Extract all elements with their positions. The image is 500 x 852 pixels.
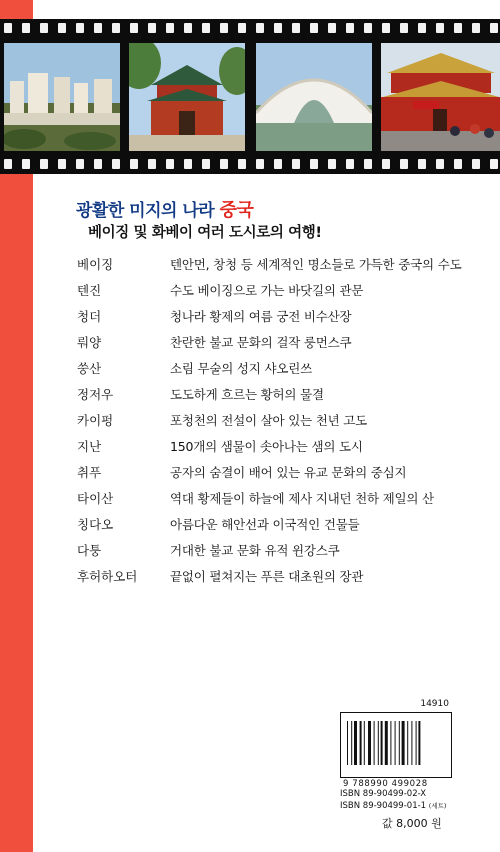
film-perforation <box>472 23 480 33</box>
city-name: 칭다오 <box>77 517 114 532</box>
film-perforation <box>220 23 228 33</box>
isbn-set <box>340 801 446 811</box>
film-perforations-bottom <box>0 159 500 170</box>
film-perforation <box>94 159 102 169</box>
city-name: 취푸 <box>77 465 102 480</box>
film-perforation <box>364 159 372 169</box>
film-perforation <box>148 23 156 33</box>
film-perforation <box>382 159 390 169</box>
barcode-bar <box>416 721 417 765</box>
city-description: 역대 황제들이 하늘에 제사 지내던 천하 제일의 산 <box>170 491 434 506</box>
isbn-main: ISBN 89-90499-02-X <box>340 789 427 799</box>
film-perforation <box>346 159 354 169</box>
film-perforation <box>382 23 390 33</box>
film-perforation <box>328 23 336 33</box>
barcode-bar <box>347 721 348 765</box>
film-perforation <box>76 159 84 169</box>
city-name: 타이산 <box>77 491 114 506</box>
film-perforation <box>400 23 408 33</box>
barcode-bar <box>390 721 391 765</box>
city-description: 포청천의 전설이 살아 있는 천년 고도 <box>170 413 367 428</box>
city-description: 수도 베이징으로 가는 바닷길의 관문 <box>170 283 364 298</box>
film-perforation <box>328 159 336 169</box>
isbn-set-note: (세트) <box>428 802 447 810</box>
film-perforation <box>346 23 354 33</box>
film-perforation <box>238 23 246 33</box>
film-perforation <box>4 159 12 169</box>
city-description: 텐안먼, 창청 등 세계적인 명소들로 가득한 중국의 수도 <box>170 257 462 272</box>
barcode-bar <box>395 721 396 765</box>
film-perforation <box>274 23 282 33</box>
film-perforation <box>76 23 84 33</box>
film-perforation <box>112 23 120 33</box>
city-row <box>77 437 477 463</box>
film-perforation <box>400 159 408 169</box>
film-perforation <box>184 159 192 169</box>
film-perforation <box>364 23 372 33</box>
film-perforation <box>202 23 210 33</box>
film-perforation <box>418 23 426 33</box>
film-perforation <box>130 159 138 169</box>
film-perforation <box>22 159 30 169</box>
film-perforation <box>202 159 210 169</box>
city-description: 거대한 불교 문화 유적 윈강스쿠 <box>170 543 340 558</box>
film-perforation <box>40 23 48 33</box>
city-name: 베이징 <box>77 257 114 272</box>
barcode-bar <box>385 721 388 765</box>
photo-jade-belt-bridge <box>256 43 372 151</box>
city-row <box>77 489 477 515</box>
film-perforation <box>4 23 12 33</box>
barcode-bar <box>418 721 420 765</box>
film-perforation <box>94 23 102 33</box>
city-row <box>77 255 477 281</box>
city-description: 150개의 샘물이 솟아나는 샘의 도시 <box>170 439 363 454</box>
film-perforation <box>220 159 228 169</box>
headline-text: 광활한 미지의 나라 <box>76 201 215 221</box>
price: 값 8,000 원 <box>382 817 442 830</box>
film-perforation <box>490 159 498 169</box>
barcode-bar <box>407 721 408 765</box>
city-name: 다퉁 <box>77 543 102 558</box>
subheadline: 베이징 및 화베이 여러 도시로의 여행! <box>88 225 322 241</box>
film-strip <box>0 19 500 174</box>
city-name: 뤄양 <box>77 335 102 350</box>
barcode-bar <box>354 721 357 765</box>
city-name: 후허하오터 <box>77 569 138 584</box>
barcode-bar <box>378 721 379 765</box>
film-perforation <box>238 159 246 169</box>
barcode-number: 9 788990 499028 <box>343 779 428 789</box>
barcode-bars <box>347 721 445 765</box>
film-perforation <box>58 159 66 169</box>
film-perforation <box>166 23 174 33</box>
barcode-bar <box>351 721 352 765</box>
city-description: 청나라 황제의 여름 궁전 비수산장 <box>170 309 352 324</box>
film-perforation <box>274 159 282 169</box>
city-row <box>77 515 477 541</box>
film-perforation <box>454 159 462 169</box>
film-perforation <box>472 159 480 169</box>
city-name: 청더 <box>77 309 102 324</box>
barcode-price-code: 14910 <box>420 699 449 709</box>
city-row <box>77 463 477 489</box>
city-description: 소림 무술의 성지 샤오린쓰 <box>170 361 312 376</box>
photo-ruins-arches <box>4 43 120 151</box>
film-perforation <box>112 159 120 169</box>
city-description: 찬란한 불교 문화의 걸작 룽먼스쿠 <box>170 335 352 350</box>
photo-palace-pavilion <box>129 43 245 151</box>
film-perforation <box>454 23 462 33</box>
city-name: 정저우 <box>77 387 114 402</box>
headline-highlight: 중국 <box>219 200 254 221</box>
film-perforation <box>310 159 318 169</box>
film-perforation <box>22 23 30 33</box>
barcode-bar <box>364 721 365 765</box>
barcode-bar <box>411 721 412 765</box>
city-name: 카이펑 <box>77 413 114 428</box>
film-perforation <box>490 23 498 33</box>
film-perforation <box>58 23 66 33</box>
city-name: 쑹산 <box>77 361 102 376</box>
barcode-bar <box>381 721 383 765</box>
film-perforation <box>310 23 318 33</box>
film-perforation <box>166 159 174 169</box>
film-perforation <box>292 159 300 169</box>
barcode-bar <box>360 721 362 765</box>
photo-tiananmen-gate <box>381 43 500 151</box>
film-perforation <box>40 159 48 169</box>
city-row <box>77 359 477 385</box>
city-row <box>77 567 477 593</box>
film-perforation <box>148 159 156 169</box>
city-row <box>77 333 477 359</box>
film-perforation <box>256 159 264 169</box>
city-description: 도도하게 흐르는 황허의 물결 <box>170 387 324 402</box>
film-perforation <box>436 23 444 33</box>
isbn-set-number: ISBN 89-90499-01-1 <box>340 801 427 811</box>
city-description: 공자의 숨결이 배어 있는 유교 문화의 중심지 <box>170 465 407 480</box>
city-row <box>77 385 477 411</box>
barcode-bar <box>368 721 371 765</box>
headline <box>76 196 253 222</box>
city-description: 끝없이 펼쳐지는 푸른 대초원의 장관 <box>170 569 364 584</box>
city-list <box>77 255 477 593</box>
film-perforation <box>418 159 426 169</box>
city-row <box>77 281 477 307</box>
city-name: 지난 <box>77 439 102 454</box>
film-perforation <box>436 159 444 169</box>
film-perforation <box>130 23 138 33</box>
city-name: 텐진 <box>77 283 102 298</box>
barcode <box>340 699 452 789</box>
film-perforation <box>184 23 192 33</box>
city-row <box>77 541 477 567</box>
city-row <box>77 307 477 333</box>
film-perforations-top <box>0 23 500 34</box>
film-perforation <box>292 23 300 33</box>
city-row <box>77 411 477 437</box>
barcode-bar <box>374 721 375 765</box>
film-perforation <box>256 23 264 33</box>
barcode-bar <box>399 721 400 765</box>
barcode-bar <box>402 721 405 765</box>
city-description: 아름다운 해안선과 이국적인 건물들 <box>170 517 360 532</box>
